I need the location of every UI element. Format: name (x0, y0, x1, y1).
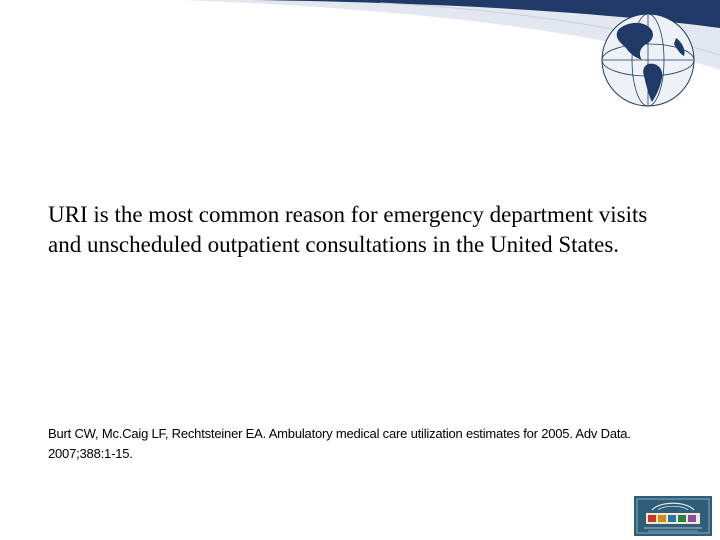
citation-text: Burt CW, Mc.Caig LF, Rechtsteiner EA. Ambulatory medical care utilization estimates for 2005. Adv Data. 2007;388:1-15. (48, 426, 631, 461)
globe-icon (596, 8, 700, 112)
organization-logo (634, 496, 712, 536)
slide-body-text: URI is the most common reason for emergency department visits and unscheduled outpatient consultations in the United States. (48, 202, 648, 257)
